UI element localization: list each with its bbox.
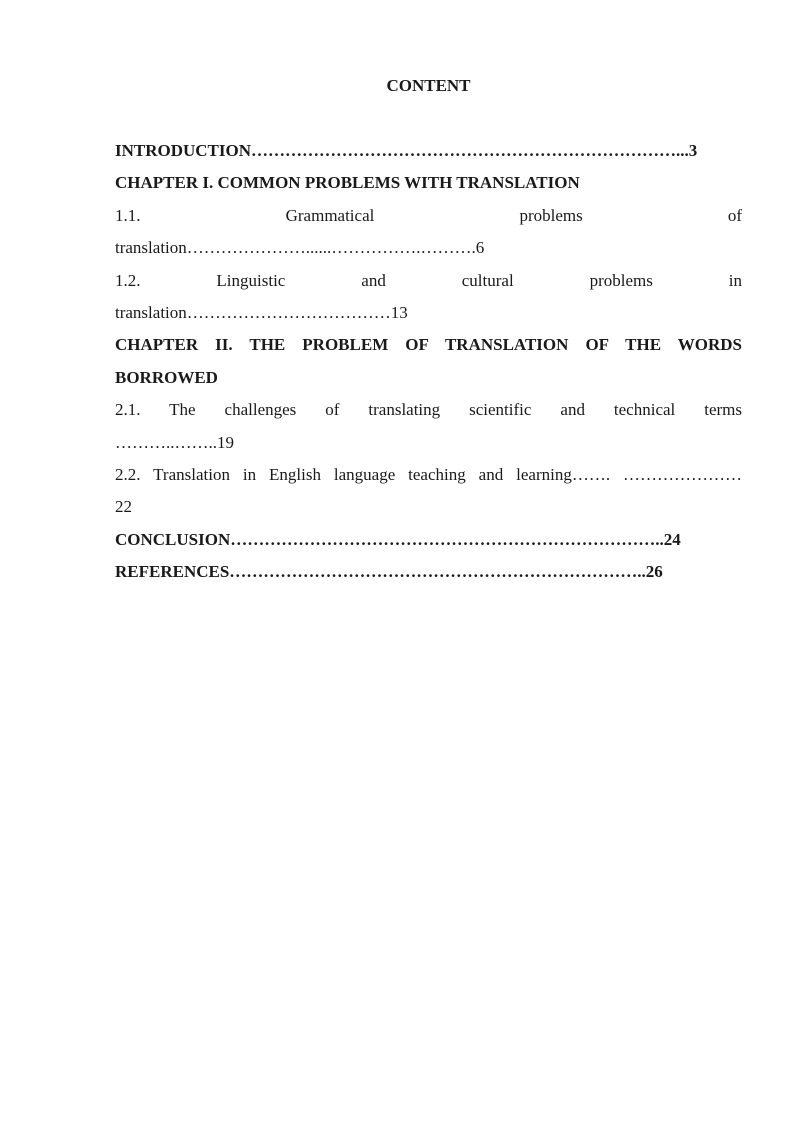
- toc-entry-2-1-line-2: ………..……..19: [115, 432, 234, 452]
- page-title: CONTENT: [386, 76, 471, 95]
- toc-entry-2-2-line-2: 22: [115, 497, 132, 517]
- toc-entry-2-2-line-1: 2.2. Translation in English language teaching and learning……. …………………: [115, 465, 742, 485]
- toc-entry-chapter-2-line-1: CHAPTER II. THE PROBLEM OF TRANSLATION OF THE WORDS: [115, 335, 742, 355]
- toc-entry-conclusion: CONCLUSION…………………………………………………………………..24: [115, 529, 681, 549]
- toc-entry-references: REFERENCES………………………………………………………………..26: [115, 562, 663, 582]
- toc-entry-1-2-line-2: translation………………………………13: [115, 303, 408, 323]
- toc-entry-1-1-line-2: translation…………………......…………….……….6: [115, 238, 485, 258]
- table-of-contents-page: [115, 70, 742, 589]
- toc-entry-introduction: INTRODUCTION…………………………………………………………………...3: [115, 141, 698, 160]
- toc-entry-1-1-line-1: 1.1. Grammatical problems of: [115, 205, 742, 225]
- toc-entry-chapter-1: CHAPTER I. COMMON PROBLEMS WITH TRANSLATION: [115, 173, 580, 193]
- toc-entry-chapter-2-line-2: BORROWED: [115, 367, 218, 387]
- toc-entry-1-2-line-1: 1.2. Linguistic and cultural problems in: [115, 270, 742, 290]
- toc-entry-2-1-line-1: 2.1. The challenges of translating scientific and technical terms: [115, 400, 742, 420]
